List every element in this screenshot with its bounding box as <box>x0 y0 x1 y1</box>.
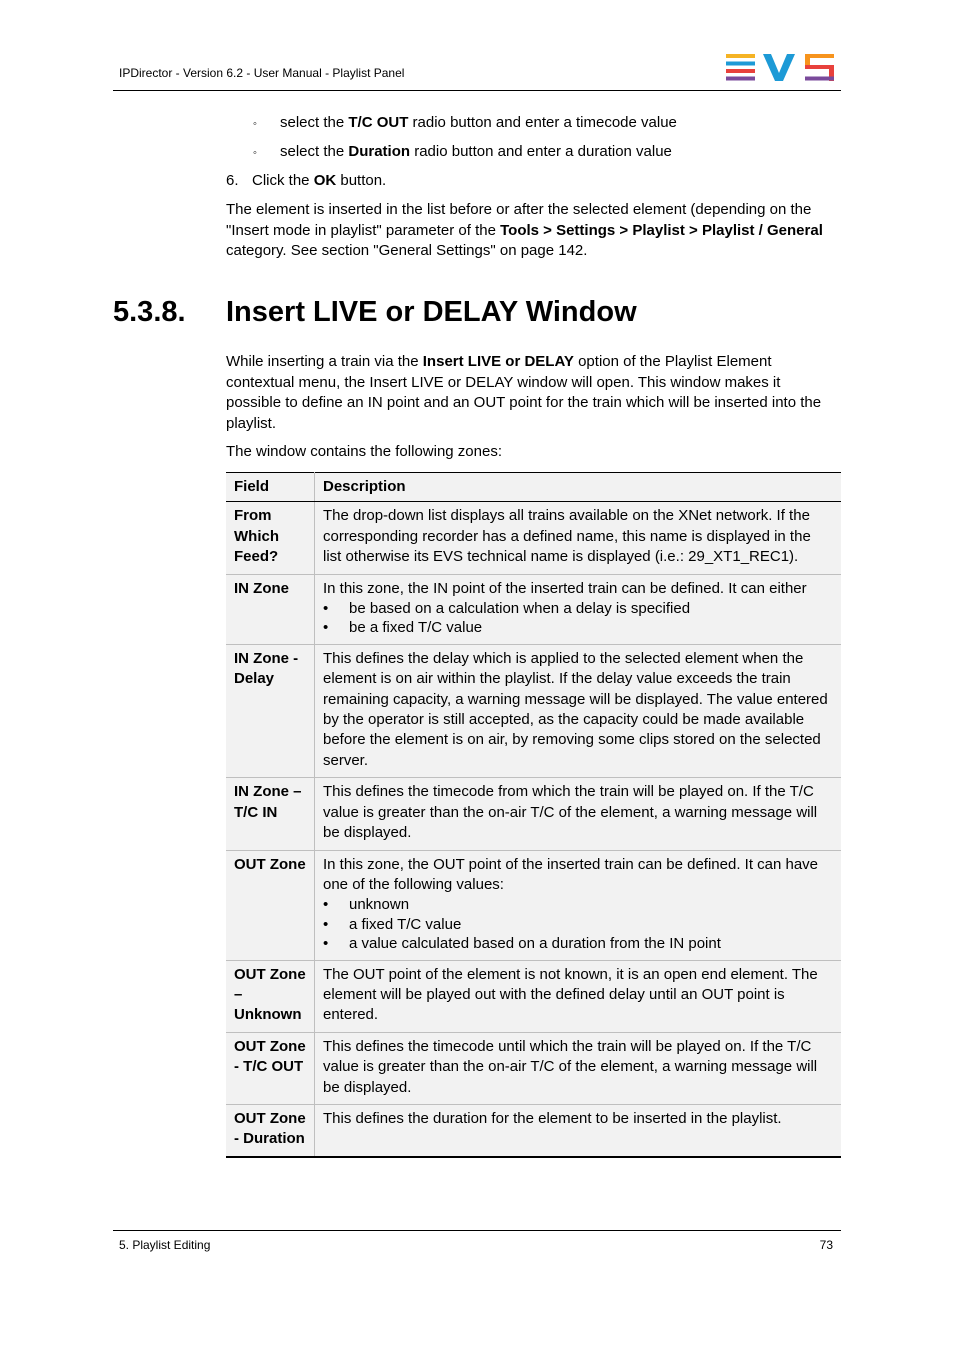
section-number: 5.3.8. <box>113 296 186 328</box>
description-text: The OUT point of the element is not known, it is an open end element. The element will be played out with the defined delay until an OUT point is entered. <box>323 965 818 1024</box>
list-item <box>253 113 677 134</box>
description-cell <box>315 502 842 574</box>
footer-rule <box>113 1230 841 1231</box>
paragraph-text: The element is inserted in the list before or after the selected element (depending on the "Insert mode in playlist" parameter of the <box>226 201 812 239</box>
paragraph-text: category. See section "General Settings" on page 142. <box>226 242 588 259</box>
table-row <box>226 502 841 574</box>
evs-logo <box>726 54 834 81</box>
description-cell <box>315 644 842 777</box>
description-text: This defines the duration for the element to be inserted in the playlist. <box>323 1109 782 1127</box>
step-text: Click the <box>252 172 314 189</box>
table-header-row <box>226 473 841 502</box>
column-header-description: Description <box>315 473 842 502</box>
bullet-text: radio button and enter a duration value <box>410 143 672 160</box>
description-cell <box>315 850 842 960</box>
description-text: In this zone, the OUT point of the inserted train can be defined. It can have one of the following values: <box>323 855 819 893</box>
description-cell <box>315 1032 842 1104</box>
result-paragraph <box>226 200 838 262</box>
bullet-text: select the <box>280 143 349 160</box>
field-cell: IN Zone – T/C IN <box>226 778 315 850</box>
step-number: 6. <box>226 172 239 189</box>
list-item: • a value calculated based on a duration from the IN point <box>323 934 833 953</box>
bullet-mark: ◦ <box>253 147 257 159</box>
logo-bar-2 <box>726 62 755 66</box>
section-title: Insert LIVE or DELAY Window <box>226 296 637 328</box>
description-text: The drop-down list displays all trains available on the XNet network. If the corresponding recorder has a defined name, this name is displayed in the list otherwise its EVS technical name is displayed (i.e.: 29_XT1_REC1). <box>323 507 811 566</box>
field-cell: From Which Feed? <box>226 502 315 574</box>
step-bold: OK <box>313 172 337 189</box>
logo-bar-1 <box>726 54 755 58</box>
logo-bar-3 <box>726 69 755 73</box>
table-row <box>226 778 841 850</box>
logo-v <box>763 54 795 81</box>
field-cell: IN Zone - Delay <box>226 644 315 777</box>
description-bullets <box>323 895 833 953</box>
list-item: • be based on a calculation when a delay is specified <box>323 599 833 618</box>
list-item: • unknown <box>323 895 833 914</box>
header-rule <box>113 90 841 91</box>
list-item <box>253 142 672 163</box>
description-text: In this zone, the IN point of the inserted train can be defined. It can either <box>323 579 807 597</box>
list-item: • be a fixed T/C value <box>323 618 833 637</box>
field-cell: OUT Zone – Unknown <box>226 960 315 1032</box>
logo-s-bottom <box>805 77 834 81</box>
section-intro-paragraph <box>226 352 838 434</box>
field-cell: OUT Zone - T/C OUT <box>226 1032 315 1104</box>
step-item <box>226 171 386 191</box>
table-row <box>226 1104 841 1156</box>
bullet-text: select the <box>280 114 349 131</box>
zones-lead-paragraph: The window contains the following zones: <box>226 443 502 460</box>
field-cell: OUT Zone <box>226 850 315 960</box>
bullet-bold: Duration <box>348 143 411 160</box>
description-cell <box>315 574 842 644</box>
page-number: 73 <box>819 1238 833 1252</box>
field-cell: OUT Zone - Duration <box>226 1104 315 1156</box>
description-cell <box>315 960 842 1032</box>
description-text: This defines the delay which is applied to the selected element when the element is on air within the playlist. If the delay value exceeds the train remaining capacity, a warning message will be displayed. The value entered by the operator is still accepted, as the capacity could be made available before the element is on air, by removing some clips stored on the selected server. <box>323 649 828 769</box>
table-row <box>226 960 841 1032</box>
bullet-text: radio button and enter a timecode value <box>408 114 677 131</box>
option-name: Insert LIVE or DELAY <box>422 353 574 370</box>
description-text: This defines the timecode until which the train will be played on. If the T/C value is greater than the on-air T/C of the element, a warning message will be displayed. <box>323 1037 818 1096</box>
description-text: This defines the timecode from which the train will be played on. If the T/C value is greater than the on-air T/C of the element, a warning message will be displayed. <box>323 783 818 842</box>
footer-chapter: 5. Playlist Editing <box>119 1238 211 1252</box>
step-text: button. <box>336 172 387 189</box>
column-header-field: Field <box>226 473 315 502</box>
running-header: IPDirector - Version 6.2 - User Manual - Playlist Panel <box>119 66 405 80</box>
description-cell <box>315 1104 842 1156</box>
table-row <box>226 1032 841 1104</box>
menu-path: Tools > Settings > Playlist > Playlist / General <box>500 221 823 239</box>
paragraph-text: While inserting a train via the <box>226 353 423 370</box>
table-row <box>226 574 841 644</box>
bullet-bold: T/C OUT <box>348 114 409 131</box>
paragraph-text: option of the Playlist Element contextual menu, the Insert LIVE or DELAY window will open. This window makes it possible to define an IN point and an OUT point for the train which will be inserted into the playlist. <box>226 353 822 432</box>
table-row <box>226 850 841 960</box>
table-row <box>226 644 841 777</box>
list-item: • a fixed T/C value <box>323 915 833 934</box>
description-cell <box>315 778 842 850</box>
field-cell: IN Zone <box>226 574 315 644</box>
bullet-mark: ◦ <box>253 118 257 130</box>
logo-bar-4 <box>726 77 755 81</box>
description-bullets <box>323 599 833 638</box>
zones-table <box>226 472 841 1158</box>
